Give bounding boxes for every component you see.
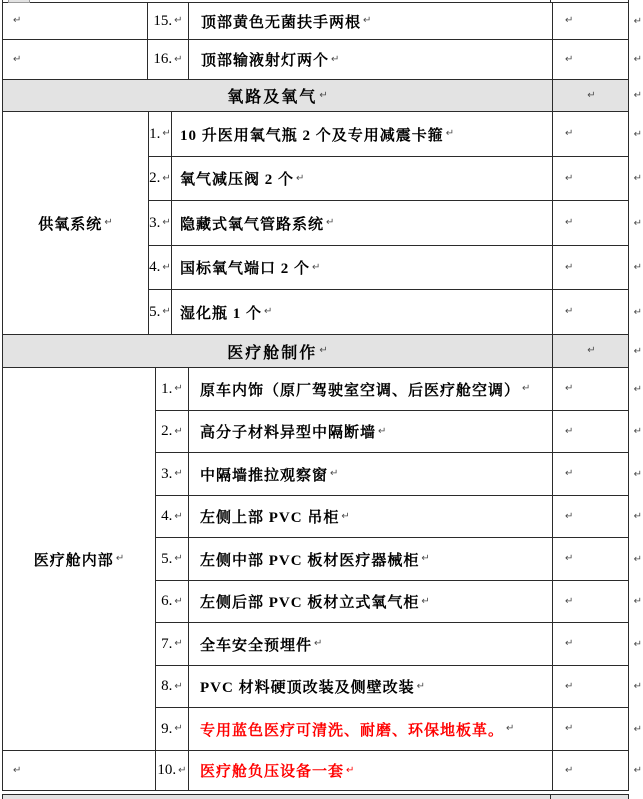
row-number-cell <box>155 368 188 411</box>
paragraph-mark: ↵ <box>13 53 22 65</box>
row-number: 2. <box>149 170 161 186</box>
end-of-row-mark: ↵ <box>633 596 642 607</box>
table-row <box>155 368 642 411</box>
paragraph-mark: ↵ <box>363 15 372 26</box>
row-number-cell <box>155 751 188 791</box>
end-of-row-mark: ↵ <box>633 217 642 229</box>
item-text: 顶部输液射灯两个 <box>201 53 330 69</box>
row-number-cell <box>155 538 188 581</box>
remark-cell-empty <box>552 112 629 157</box>
item-text-cell <box>188 751 552 791</box>
table-row <box>2 40 642 80</box>
paragraph-mark: ↵ <box>565 595 574 607</box>
item-text: 全车安全预埋件 <box>200 637 313 654</box>
paragraph-mark: ↵ <box>565 53 574 65</box>
paragraph-mark: ↵ <box>174 383 183 394</box>
end-of-row-mark: ↵ <box>633 345 642 357</box>
paragraph-mark: ↵ <box>565 172 574 184</box>
remark-cell-empty <box>552 411 629 453</box>
row-number: 1. <box>161 380 173 397</box>
remark-cell-empty <box>552 453 629 496</box>
item-text: 氧气减压阀 2 个 <box>180 172 295 188</box>
category-cell <box>2 112 148 335</box>
row-number: 10. <box>157 762 177 778</box>
item-text: PVC 材料硬顶改装及侧壁改装 <box>200 680 415 696</box>
remark-cell-empty <box>552 246 629 290</box>
paragraph-mark: ↵ <box>174 595 183 607</box>
paragraph-mark: ↵ <box>587 345 596 356</box>
end-of-row-mark: ↵ <box>633 468 642 480</box>
remark-cell-empty <box>552 40 629 80</box>
row-number-cell <box>148 157 171 201</box>
table-row <box>155 623 642 666</box>
table-row <box>155 496 642 538</box>
item-text-cell <box>188 453 552 496</box>
item-text: 隐藏式氧气管路系统 <box>180 216 325 233</box>
paragraph-mark: ↵ <box>565 764 574 776</box>
item-text-cell <box>188 708 552 751</box>
row-number: 5. <box>149 303 161 320</box>
paragraph-mark: ↵ <box>312 261 321 273</box>
item-text: 10 升医用氧气瓶 2 个及专用减震卡箍 <box>180 127 444 144</box>
table-row-highlighted <box>2 751 642 791</box>
item-text-cell <box>188 581 552 623</box>
row-number: 2. <box>161 423 173 439</box>
category-label: 医疗舱内部 <box>33 552 114 569</box>
section-cabin-interior <box>2 368 642 751</box>
item-text-cell <box>188 40 552 80</box>
remark-cell-empty <box>552 335 629 368</box>
item-text-red: 专用蓝色医疗可清洗、耐磨、环保地板革。 <box>200 722 505 739</box>
paragraph-mark: ↵ <box>162 128 171 139</box>
end-of-row-mark: ↵ <box>633 173 642 184</box>
paragraph-mark: ↵ <box>174 15 183 26</box>
paragraph-mark: ↵ <box>587 89 596 101</box>
paragraph-mark: ↵ <box>378 425 387 437</box>
section-rows <box>155 368 642 751</box>
end-of-row-mark: ↵ <box>633 511 642 522</box>
table-bottom-partial-header <box>2 794 629 799</box>
row-number-cell <box>147 40 188 80</box>
paragraph-mark: ↵ <box>565 128 574 139</box>
row-number-cell <box>155 453 188 496</box>
table-row <box>148 246 642 290</box>
item-text-cell <box>171 290 552 335</box>
item-text-cell <box>188 538 552 581</box>
remark-cell-empty <box>552 157 629 201</box>
end-of-row-mark: ↵ <box>633 54 642 65</box>
item-text: 湿化瓶 1 个 <box>180 305 263 322</box>
row-number: 1. <box>149 125 161 142</box>
row-number: 9. <box>161 720 173 737</box>
paragraph-mark: ↵ <box>346 764 355 776</box>
paragraph-mark: ↵ <box>115 553 125 564</box>
end-of-row-mark: ↵ <box>633 426 642 437</box>
section-header-cell <box>2 80 552 112</box>
spec-table <box>2 0 642 799</box>
remark-cell-empty <box>552 708 629 751</box>
paragraph-mark: ↵ <box>445 128 455 139</box>
item-text: 顶部黄色无菌扶手两根 <box>201 14 362 31</box>
paragraph-mark: ↵ <box>341 510 350 522</box>
paragraph-mark: ↵ <box>565 217 574 228</box>
row-number: 3. <box>149 214 161 231</box>
paragraph-mark: ↵ <box>565 510 574 522</box>
paragraph-mark: ↵ <box>565 306 574 317</box>
row-number-cell <box>147 3 188 40</box>
paragraph-mark: ↵ <box>565 680 574 692</box>
row-number: 5. <box>161 550 173 567</box>
remark-cell-empty <box>552 538 629 581</box>
paragraph-mark: ↵ <box>174 425 183 437</box>
item-text: 国标氧气端口 2 个 <box>180 261 311 277</box>
section-header-title: 医疗舱制作 <box>227 344 318 362</box>
item-text-cell <box>188 411 552 453</box>
row-number: 7. <box>161 635 173 652</box>
row-number-cell <box>148 290 171 335</box>
paragraph-mark: ↵ <box>162 172 171 184</box>
paragraph-mark: ↵ <box>174 638 183 649</box>
row-number-cell <box>148 201 171 246</box>
end-of-row-mark: ↵ <box>633 681 642 692</box>
paragraph-mark: ↵ <box>565 723 574 734</box>
section-header-title: 氧路及氧气 <box>227 89 318 106</box>
item-text-cell <box>188 3 552 40</box>
paragraph-mark: ↵ <box>565 638 574 649</box>
table-row <box>148 112 642 157</box>
category-cell-empty <box>2 40 147 80</box>
row-number-cell <box>155 666 188 708</box>
section-rows <box>148 112 642 335</box>
paragraph-mark: ↵ <box>174 468 183 479</box>
row-number-cell <box>148 246 171 290</box>
section-oxygen-supply <box>2 112 642 335</box>
table-row <box>155 581 642 623</box>
remark-cell-empty <box>552 623 629 666</box>
row-number-cell <box>155 708 188 751</box>
end-of-row-mark: ↵ <box>633 723 642 735</box>
paragraph-mark: ↵ <box>174 53 183 65</box>
remark-cell-empty <box>552 581 629 623</box>
item-text-cell <box>171 157 552 201</box>
paragraph-mark: ↵ <box>522 383 531 394</box>
paragraph-mark: ↵ <box>319 89 328 101</box>
row-number: 6. <box>161 593 173 609</box>
section-header-cell <box>2 335 552 368</box>
paragraph-mark: ↵ <box>565 468 574 479</box>
category-cell <box>2 368 155 751</box>
category-cell-empty <box>2 3 147 40</box>
item-text-cell <box>171 246 552 290</box>
paragraph-mark: ↵ <box>178 764 187 776</box>
paragraph-mark: ↵ <box>330 468 339 479</box>
paragraph-mark: ↵ <box>174 553 183 564</box>
paragraph-mark: ↵ <box>506 723 515 734</box>
paragraph-mark: ↵ <box>326 217 335 228</box>
end-of-row-mark: ↵ <box>633 128 642 140</box>
end-of-row-mark: ↵ <box>633 306 642 318</box>
paragraph-mark: ↵ <box>319 345 328 356</box>
paragraph-mark: ↵ <box>565 553 574 564</box>
row-number: 4. <box>161 508 173 524</box>
table-row <box>155 538 642 581</box>
section-header-row <box>2 80 642 112</box>
paragraph-mark: ↵ <box>416 680 425 692</box>
paragraph-mark: ↵ <box>421 595 430 607</box>
column-divider <box>550 795 551 799</box>
remark-cell-empty <box>552 666 629 708</box>
paragraph-mark: ↵ <box>174 510 183 522</box>
table-row <box>155 411 642 453</box>
category-label: 供氧系统 <box>38 216 103 233</box>
item-text-cell <box>188 496 552 538</box>
item-text-cell <box>188 368 552 411</box>
item-text: 左侧上部 PVC 吊柜 <box>200 510 340 526</box>
category-cell-empty <box>2 751 155 791</box>
remark-cell-empty <box>552 496 629 538</box>
end-of-row-mark: ↵ <box>633 90 642 101</box>
remark-cell-empty <box>552 80 629 112</box>
paragraph-mark: ↵ <box>162 306 171 317</box>
paragraph-mark: ↵ <box>174 723 183 734</box>
paragraph-mark: ↵ <box>296 172 305 184</box>
remark-cell-empty <box>552 290 629 335</box>
row-number: 4. <box>149 259 161 275</box>
remark-cell-empty <box>552 368 629 411</box>
item-text-cell <box>188 666 552 708</box>
paragraph-mark: ↵ <box>174 680 183 692</box>
item-text: 中隔墙推拉观察窗 <box>200 467 329 484</box>
paragraph-mark: ↵ <box>565 261 574 273</box>
remark-cell-empty <box>552 751 629 791</box>
paragraph-mark: ↵ <box>13 764 22 776</box>
paragraph-mark: ↵ <box>331 53 340 65</box>
item-text: 左侧中部 PVC 板材医疗器械柜 <box>200 552 420 569</box>
table-row <box>148 290 642 335</box>
paragraph-mark: ↵ <box>565 15 574 26</box>
item-text-cell <box>171 112 552 157</box>
end-of-row-mark: ↵ <box>633 15 642 27</box>
table-row <box>155 666 642 708</box>
section-header-row <box>2 335 642 368</box>
row-number-cell <box>155 496 188 538</box>
paragraph-mark: ↵ <box>565 383 574 394</box>
paragraph-mark: ↵ <box>314 638 323 649</box>
row-number-cell <box>148 112 171 157</box>
table-row <box>148 201 642 246</box>
end-of-row-mark: ↵ <box>633 638 642 650</box>
row-number: 3. <box>161 465 173 482</box>
item-text-red: 医疗舱负压设备一套 <box>200 764 345 780</box>
paragraph-mark: ↵ <box>13 15 22 26</box>
end-of-row-mark: ↵ <box>633 262 642 273</box>
item-text-cell <box>188 623 552 666</box>
end-of-row-mark: ↵ <box>633 553 642 565</box>
paragraph-mark: ↵ <box>421 553 430 564</box>
row-number: 16. <box>153 51 173 67</box>
remark-cell-empty <box>552 201 629 246</box>
table-row <box>155 453 642 496</box>
row-number: 8. <box>161 678 173 694</box>
paragraph-mark: ↵ <box>162 217 171 228</box>
row-number-cell <box>155 581 188 623</box>
paragraph-mark: ↵ <box>104 217 113 228</box>
end-of-row-mark: ↵ <box>633 383 642 395</box>
item-text: 高分子材料异型中隔断墙 <box>200 425 377 441</box>
item-text-cell <box>171 201 552 246</box>
paragraph-mark: ↵ <box>264 306 273 317</box>
item-text: 原车内饰（原厂驾驶室空调、后医疗舱空调） <box>200 382 521 399</box>
paragraph-mark: ↵ <box>565 425 574 437</box>
remark-cell-empty <box>552 3 629 40</box>
table-row <box>2 3 642 40</box>
end-of-row-mark: ↵ <box>633 765 642 776</box>
row-number: 15. <box>153 12 173 29</box>
row-number-cell <box>155 411 188 453</box>
row-number-cell <box>155 623 188 666</box>
table-row-highlighted <box>155 708 642 751</box>
item-text: 左侧后部 PVC 板材立式氧气柜 <box>200 595 420 611</box>
table-row <box>148 157 642 201</box>
paragraph-mark: ↵ <box>162 261 171 273</box>
